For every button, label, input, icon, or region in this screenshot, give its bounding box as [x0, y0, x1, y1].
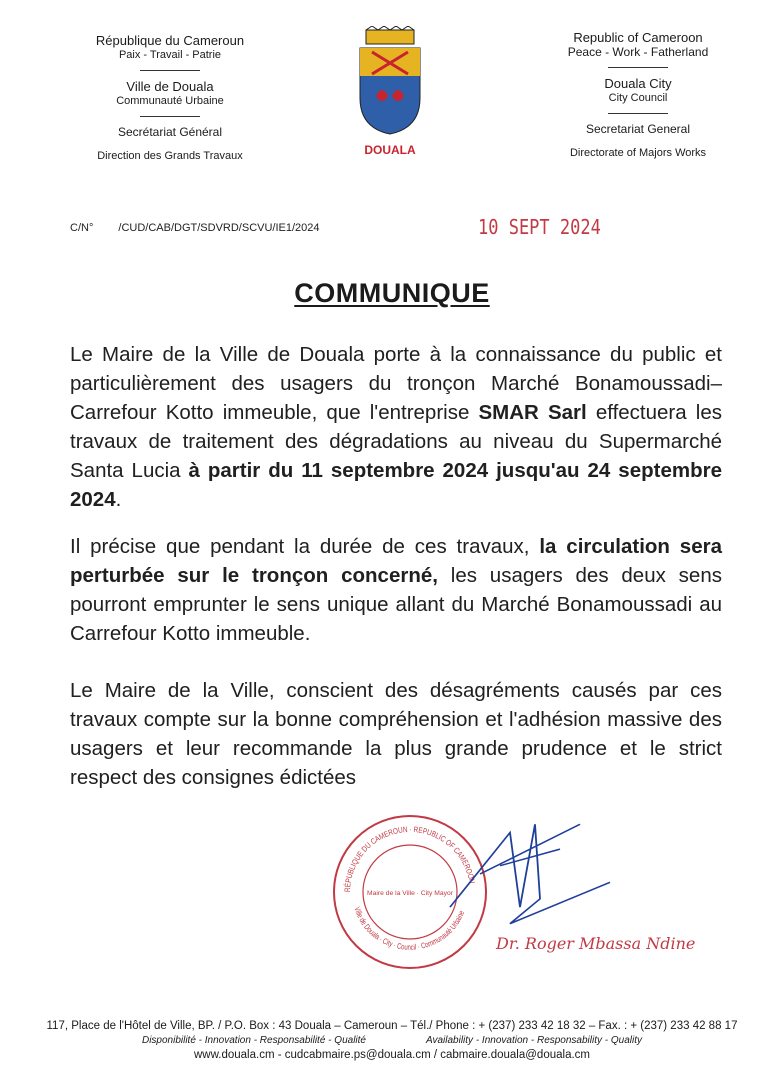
- direction: Directorate of Majors Works: [569, 147, 707, 159]
- communique-body: [70, 340, 722, 792]
- traffic-disruption-notice: la circulation sera perturbée sur le tronçon concerné,: [70, 535, 722, 587]
- text: Le Maire de la Ville de Douala porte à la connaissance du public et particulièrement des usagers du tronçon Marché Bonamoussadi– Carrefour Kotto immeuble, que l'entreprise: [70, 343, 722, 424]
- text: les usagers des deux sens pourront emprunter le sens unique allant du Marché Bonamoussadi au Carrefour Kotto immeuble.: [70, 564, 722, 645]
- direction: Direction des Grands Travaux: [97, 150, 243, 162]
- reference-number: /CUD/CAB/DGT/SDVRD/SCVU/IE1/2024: [118, 222, 320, 234]
- footer: [0, 1020, 784, 1061]
- text: .: [115, 488, 122, 511]
- seal-bottom-text: Ville de Douala · City · Council · Communauté Urbaine: [352, 905, 467, 952]
- header-right-english: [518, 30, 758, 161]
- city-name: Ville de Douala: [126, 79, 214, 94]
- paragraph-1: [70, 340, 722, 514]
- council-name: Communauté Urbaine: [116, 95, 224, 107]
- divider: [608, 113, 668, 114]
- paragraph-3: Le Maire de la Ville, conscient des désagréments causés par ces travaux compte sur la bonne compréhension et l'adhésion massive des usagers et leur recommande la plus grande prudence et le strict respect des consignes édictées: [70, 679, 722, 789]
- divider: [140, 116, 200, 117]
- douala-coat-of-arms-logo: [352, 26, 428, 160]
- secretariat: Secretariat General: [585, 122, 691, 136]
- reference-label: C/N°: [70, 222, 94, 234]
- city-name: Douala City: [604, 76, 672, 91]
- handwritten-signature: [440, 816, 620, 932]
- values-english: Availability - Innovation - Responsability - Quality: [425, 1035, 643, 1046]
- country-name: République du Cameroun: [95, 33, 245, 48]
- divider: [140, 70, 200, 71]
- footer-address: 117, Place de l'Hôtel de Ville, BP. / P.O. Box : 43 Douala – Cameroun – Tél./ Phone : + (237) 233 42 18 32 – Fax. : + (237) 233 42 88 17: [46, 1020, 738, 1032]
- country-name: Republic of Cameroon: [573, 30, 703, 45]
- seal-inner-text: Maire de la Ville · City Mayor: [367, 890, 454, 897]
- header-left-french: [50, 33, 290, 164]
- council-name: City Council: [608, 92, 668, 104]
- date-stamp: 10 SEPT 2024: [478, 215, 601, 239]
- text: effectuera les travaux de traitement des dégradations au niveau du Supermarché Santa Lucia: [70, 401, 722, 482]
- signatory-name: Dr. Roger Mbassa Ndine: [496, 934, 696, 953]
- text: Il précise que pendant la durée de ces travaux,: [70, 535, 540, 558]
- company-name: SMAR Sarl: [478, 401, 587, 424]
- reference-line: [70, 222, 320, 234]
- motto: Peace - Work - Fatherland: [567, 45, 709, 59]
- document-title: COMMUNIQUE: [294, 278, 490, 308]
- paragraph-2: [70, 532, 722, 648]
- seal-outer-text: RÉPUBLIQUE DU CAMEROUN · REPUBLIC OF CAMEROON: [342, 824, 477, 893]
- values-french: Disponibilité - Innovation - Responsabilité - Qualité: [141, 1035, 366, 1046]
- footer-contacts: www.douala.cm - cudcabmaire.ps@douala.cm / cabmaire.douala@douala.cm: [193, 1049, 590, 1061]
- works-period: à partir du 11 septembre 2024 jusqu'au 24 septembre 2024: [70, 459, 722, 511]
- divider: [608, 67, 668, 68]
- logo-text: DOUALA: [364, 143, 416, 157]
- motto: Paix - Travail - Patrie: [118, 49, 222, 61]
- secretariat: Secrétariat Général: [117, 125, 223, 139]
